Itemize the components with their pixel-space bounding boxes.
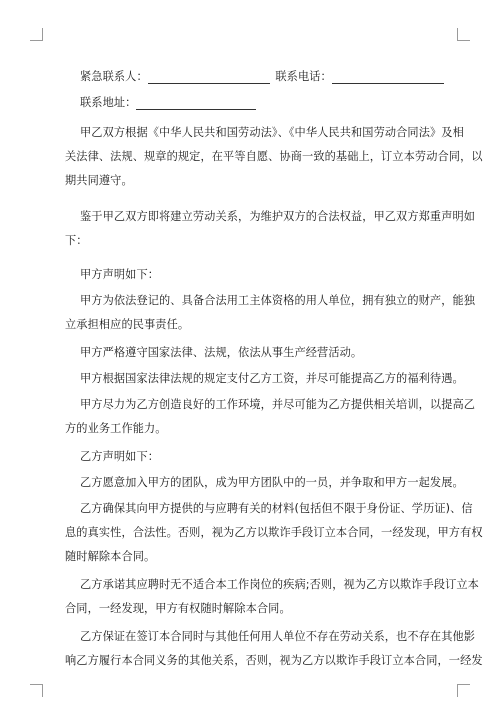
phone-blank — [332, 72, 444, 84]
paragraph-line: 息的真实性，合法性。否则，视为乙方以欺诈手段订立本合同，一经发现，甲方有权 — [65, 526, 483, 539]
paragraph-line: 关法律、法规、规章的规定，在平等自愿、协商一致的基础上，订立本劳动合同，以 — [65, 150, 483, 163]
address-blank — [136, 98, 256, 110]
paragraph-line: 乙方承诺其应聘时无不适合本工作岗位的疾病;否则，视为乙方以欺诈手段订立本 — [80, 578, 479, 591]
paragraph-line: 合同，一经发现，甲方有权随时解除本合同。 — [65, 602, 291, 615]
paragraph-line: 甲方严格遵守国家法律、法规，依法从事生产经营活动。 — [80, 346, 363, 359]
address-label: 联系地址： — [80, 96, 137, 109]
emergency-contact-label: 紧急联系人： — [80, 70, 148, 83]
party-a-heading: 甲方声明如下： — [80, 268, 160, 281]
paragraph-line: 随时解除本合同。 — [65, 550, 156, 563]
crop-mark-bottom-right — [457, 684, 470, 697]
paragraph-line: 甲方根据国家法律法规的规定支付乙方工资，并尽可能提高乙方的福利待遇。 — [80, 372, 464, 385]
paragraph-line: 甲方为依法登记的、具备合法用工主体资格的用人单位，拥有独立的财产，能独 — [80, 294, 476, 307]
paragraph-line: 乙方愿意加入甲方的团队，成为甲方团队中的一员，并争取和甲方一起发展。 — [80, 476, 464, 489]
paragraph-line: 鉴于甲乙双方即将建立劳动关系，为维护双方的合法权益，甲乙双方郑重声明如 — [80, 210, 476, 223]
crop-mark-top-right — [457, 28, 470, 41]
party-b-heading: 乙方声明如下： — [80, 450, 160, 463]
phone-label: 联系电话： — [275, 70, 332, 83]
crop-mark-top-left — [30, 28, 43, 41]
paragraph-line: 方的业务工作能力。 — [65, 422, 167, 435]
address-row — [80, 96, 460, 110]
paragraph-line: 甲乙双方根据《中华人民共和国劳动法》、《中华人民共和国劳动合同法》及相 — [80, 126, 464, 139]
contact-row — [80, 70, 460, 84]
paragraph-line: 甲方尽力为乙方创造良好的工作环境，并尽可能为乙方提供相关培训，以提高乙 — [80, 398, 476, 411]
paragraph-line: 乙方保证在签订本合同时与其他任何用人单位不存在劳动关系，也不存在其他影 — [80, 630, 476, 643]
paragraph-line: 期共同遵守。 — [65, 174, 133, 187]
paragraph-line: 立承担相应的民事责任。 — [65, 318, 190, 331]
paragraph-line: 下： — [65, 234, 88, 247]
crop-mark-bottom-left — [30, 684, 43, 697]
paragraph-line: 响乙方履行本合同义务的其他关系，否则，视为乙方以欺诈手段订立本合同，一经发 — [65, 654, 483, 667]
paragraph-line: 乙方确保其向甲方提供的与应聘有关的材料(包括但不限于身份证、学历证)、信 — [80, 502, 473, 515]
emergency-contact-blank — [148, 72, 270, 84]
